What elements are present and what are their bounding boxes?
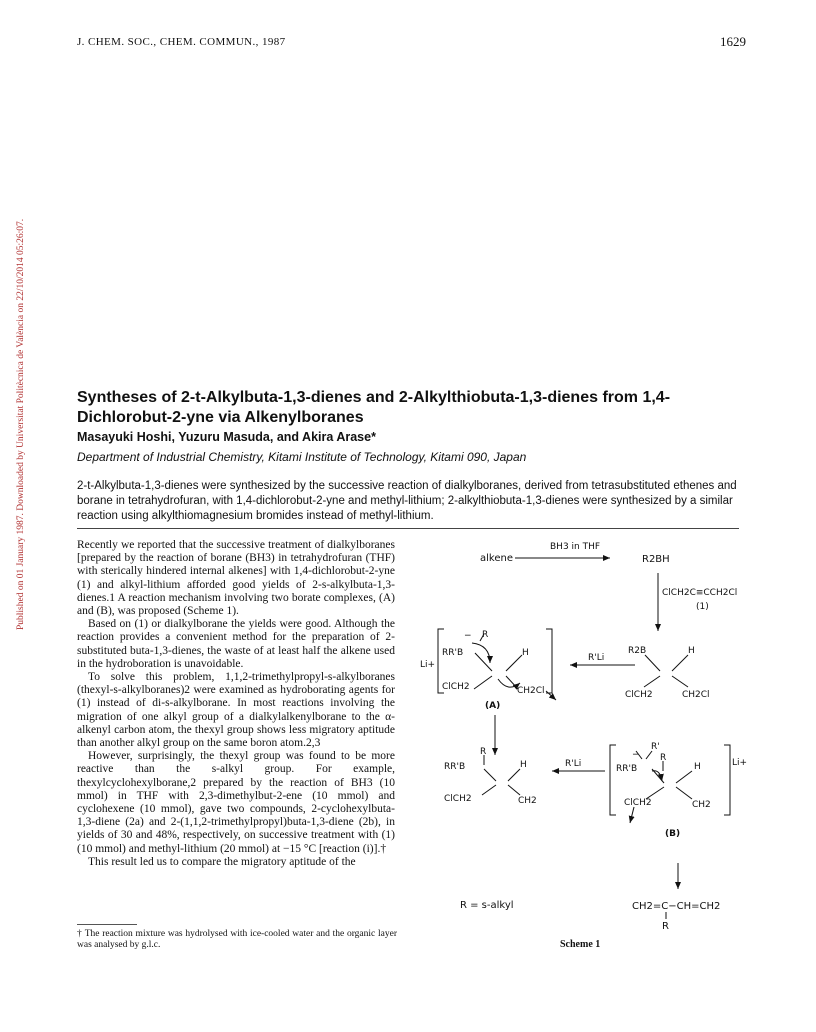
footnote: † The reaction mixture was hydrolysed with ice-cooled water and the organic layer was analysed by g.l.c. <box>77 929 397 950</box>
h-atom: H <box>520 760 527 770</box>
r-prime: R' <box>651 742 660 752</box>
body-paragraph: To solve this problem, 1,1,2-trimethylpropyl-s-alkylboranes (thexyl-s-alkylboranes)2 were examined as hydroborating agents for (1) instead of di-s-alkylborane. In most reactions involving the migration of one alkyl group of a dialkylalkenylborane to the α-alkenyl carbon atom, the thexyl group shows less migratory aptitude than another alkyl group on the same boron atom.2,3 <box>77 671 395 750</box>
curved-arrow <box>630 807 634 823</box>
minus-sign: − <box>464 631 472 641</box>
hydroboration-reagent: BH3 in THF <box>550 542 601 552</box>
scheme-caption: Scheme 1 <box>560 939 601 950</box>
r-group: R <box>660 753 667 763</box>
li-plus: Li+ <box>732 758 748 768</box>
body-paragraph: Based on (1) or dialkylborane the yields were good. Although the reaction provides a convenient method for the preparation of 2-substituted buta-1,3-dienes, the waste of at least half the alkene used in the hydroboration is unavoidable. <box>77 618 395 670</box>
download-notice-text: Published on 01 January 1987. Downloaded by Universitat Politècnica de València on 22/10/2014 05:26:07. <box>16 218 26 630</box>
h-atom: H <box>522 648 529 658</box>
reagent-1: ClCH2C≡CCH2Cl <box>662 588 738 598</box>
bracket-a-right <box>546 629 552 693</box>
rli-label-2: R'Li <box>565 759 582 769</box>
clch2: ClCH2 <box>625 690 653 700</box>
footnote-divider <box>77 924 137 925</box>
r-group: R <box>482 630 489 640</box>
running-head: J. CHEM. SOC., CHEM. COMMUN., 1987 <box>77 36 286 48</box>
abstract-divider <box>77 528 739 529</box>
li-plus: Li+ <box>420 660 436 670</box>
article-title: Syntheses of 2-t-Alkylbuta-1,3-dienes and 2-Alkylthiobuta-1,3-dienes from 1,4-Dichlorobut-2-yne via Alkenylboranes <box>77 389 671 426</box>
label-b: (B) <box>665 829 681 839</box>
bond <box>484 769 496 781</box>
product-r-group: R <box>662 921 669 932</box>
clch2: ClCH2 <box>444 794 472 804</box>
clch2: ClCH2 <box>442 682 470 692</box>
h-atom: H <box>694 762 701 772</box>
borate-rrb: RR'B <box>442 648 464 658</box>
bond <box>676 787 692 799</box>
minus-sign: − <box>632 750 640 760</box>
ch2: CH2 <box>518 796 537 806</box>
bond <box>672 676 688 687</box>
bond <box>644 676 660 687</box>
reaction-scheme <box>420 533 760 933</box>
r-definition: R = s-alkyl <box>460 900 514 911</box>
reagent-1-id: (1) <box>696 602 709 612</box>
dialkylborane-label: R2BH <box>642 554 670 565</box>
bond <box>482 785 496 795</box>
bond <box>508 785 520 795</box>
bond <box>474 676 492 689</box>
ch2cl: CH2Cl <box>682 690 710 700</box>
body-paragraph: However, surprisingly, the thexyl group was found to be more reactive than the s-alkyl group. For example, thexylcyclohexylborane,2 prepared by the reaction of BH3 (10 mmol) in THF with 2,3-dimethylbut-2-ene (10 mmol) and cyclohexene (10 mmol), gave two compounds, 2-cyclohexylbuta-1,3-diene (2a) and 2-(1,1,2-trimethylpropyl)buta-1,3-diene (2b), in yields of 30 and 48%, respectively, on successive treatment with (1) (10 mmol) and methyl-lithium (20 mmol) at −15 °C [reaction (i)].† <box>77 750 395 855</box>
alkene-label: alkene <box>480 553 513 564</box>
ch2cl: CH2Cl <box>517 686 545 696</box>
bond <box>672 655 688 671</box>
h-atom: H <box>688 646 695 656</box>
bond <box>508 769 520 781</box>
rli-label-1: R'Li <box>588 653 605 663</box>
r-group: R <box>480 747 487 757</box>
download-side-note <box>4 160 26 660</box>
r2b-group: R2B <box>628 646 647 656</box>
abstract: 2-t-Alkylbuta-1,3-dienes were synthesized by the successive reaction of dialkylboranes, derived from tetrasubstituted ethenes and borane in tetrahydrofuran, with 1,4-dichlorobut-2-yne and methyl-lithium; 2-alkylthiobuta-1,3-dienes were synthesized by a similar reaction using alkylthiomagnesium bromides instead of methyl-lithium. <box>77 480 737 522</box>
body-paragraph: This result led us to compare the migratory aptitude of the <box>88 855 356 868</box>
bond <box>676 771 692 783</box>
body-column <box>77 539 395 869</box>
article-authors: Masayuki Hoshi, Yuzuru Masuda, and Akira Arase* <box>77 430 376 444</box>
bond <box>645 655 660 671</box>
rrb-group: RR'B <box>616 764 638 774</box>
clch2: ClCH2 <box>624 798 652 808</box>
author-affiliation: Department of Industrial Chemistry, Kitami Institute of Technology, Kitami 090, Japan <box>77 450 527 464</box>
curved-arrow <box>546 691 556 700</box>
body-paragraph: Recently we reported that the successive treatment of dialkylboranes [prepared by the reaction of borane (BH3) in tetrahydrofuran (THF) with sterically hindered internal alkenes] with 1,4-dichlorobut-2-yne (1) and alkyl-lithium afforded good yields of 2-s-alkylbuta-1,3-dienes.1 A reaction mechanism involving two borate complexes, (A) and (B), was proposed (Scheme 1). <box>77 539 395 618</box>
label-a: (A) <box>485 701 501 711</box>
bond <box>646 751 652 759</box>
bracket-b-left <box>610 745 616 815</box>
rrb-group: RR'B <box>444 762 466 772</box>
page-number: 1629 <box>720 34 746 49</box>
diene-product: CH2=C−CH=CH2 <box>632 901 721 912</box>
bracket-b-right <box>724 745 730 815</box>
ch2: CH2 <box>692 800 711 810</box>
bond <box>506 655 522 671</box>
